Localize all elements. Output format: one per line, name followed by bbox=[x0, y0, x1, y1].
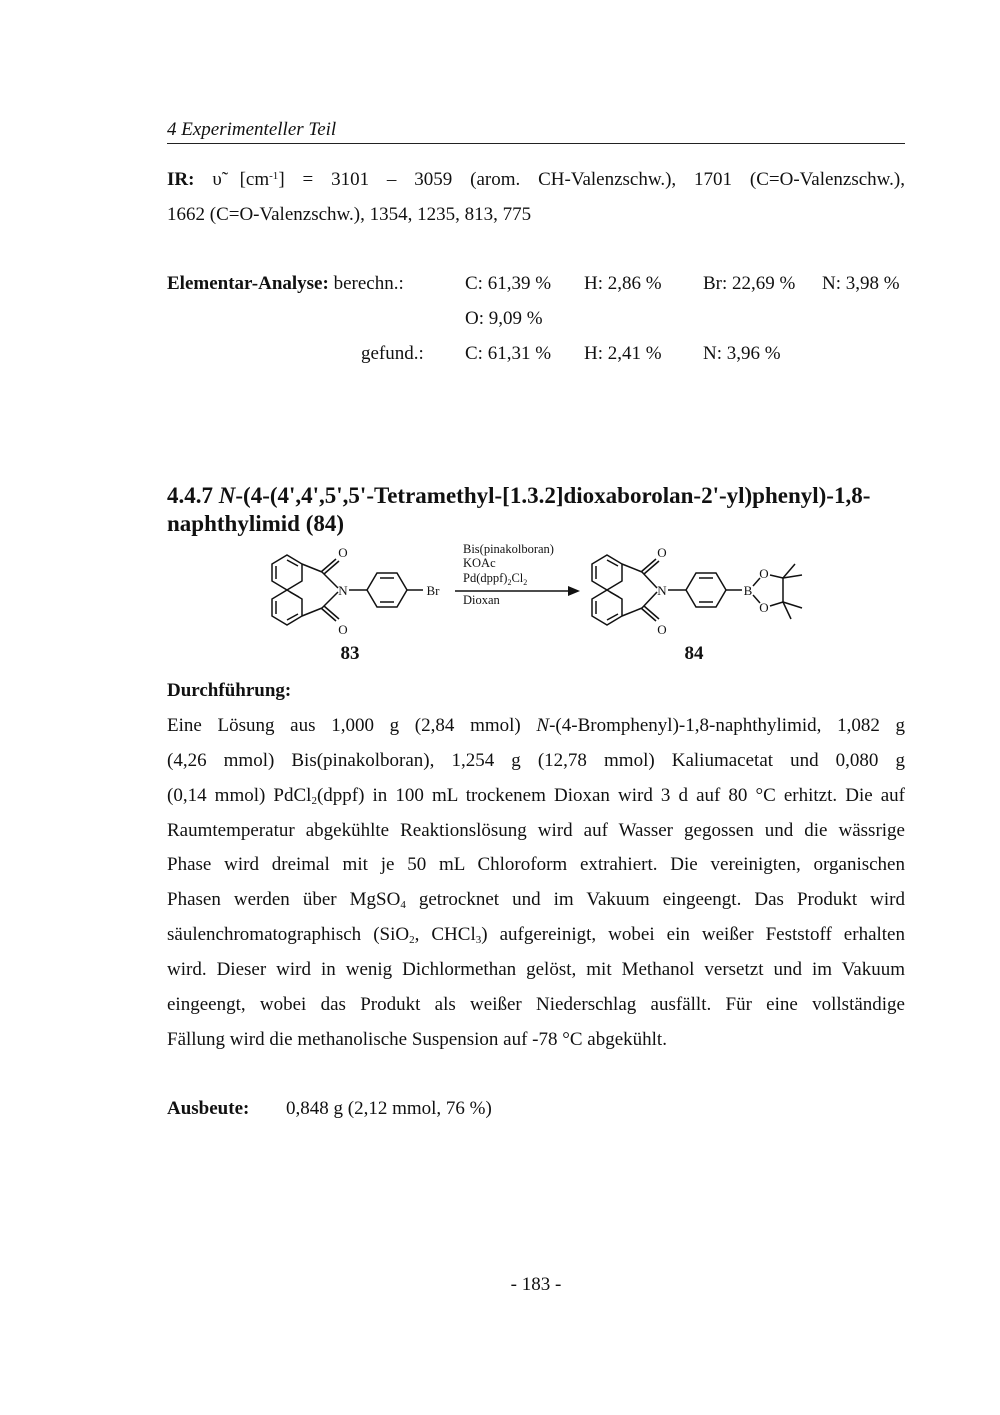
procedure-line-3: (0,14 mmol) PdCl$_2$(dppf) in 100 mL trockenem Dioxan wird 3 d auf 80 °C erhitzt. Die auf bbox=[167, 785, 906, 807]
ir-values-1: = 3101 – 3059 (arom. CH-Valenzschw.), 1701 (C=O-Valenzschw.), bbox=[302, 169, 905, 190]
found-h: H: 2,41 % bbox=[584, 343, 662, 364]
section-heading-line-1: 4.4.7 N-(4-(4',4',5',5'-Tetramethyl-[1.3.2]dioxaborolan-2'-yl)phenyl)-1,8- bbox=[167, 483, 871, 508]
found-n: N: 3,96 % bbox=[703, 343, 781, 364]
procedure-line-10: Fällung wird die methanolische Suspension auf -78 °C abgekühlt. bbox=[167, 1029, 667, 1050]
procedure-line-2: (4,26 mmol) Bis(pinakolboran), 1,254 g (12,78 mmol) Kaliumacetat und 0,080 g bbox=[167, 750, 905, 771]
found-c: C: 61,31 % bbox=[465, 343, 552, 364]
atom-br: Br bbox=[426, 583, 440, 598]
atom-n-84: N bbox=[657, 583, 667, 598]
yield-value: 0,848 g (2,12 mmol, 76 %) bbox=[286, 1098, 492, 1119]
atom-n-83: N bbox=[338, 583, 348, 598]
calc-h: H: 2,86 % bbox=[584, 273, 662, 294]
yield-label: Ausbeute: bbox=[167, 1098, 250, 1119]
calc-c: C: 61,39 % bbox=[465, 273, 552, 294]
calc-label: berechn.: bbox=[333, 273, 404, 294]
atom-o-bottom-83: O bbox=[338, 622, 348, 637]
compound-label-83: 83 bbox=[340, 643, 360, 664]
calc-o: O: 9,09 % bbox=[465, 308, 543, 329]
calc-n: N: 3,98 % bbox=[822, 273, 900, 294]
atom-o-lower-ring: O bbox=[759, 600, 769, 615]
found-label: gefund.: bbox=[361, 343, 424, 364]
compound-label-84: 84 bbox=[684, 643, 704, 664]
ir-line-2: 1662 (C=O-Valenzschw.), 1354, 1235, 813, 775 bbox=[167, 204, 532, 225]
calc-br: Br: 22,69 % bbox=[703, 273, 796, 294]
reagent-bispinacolborane: Bis(pinakolboran) bbox=[463, 542, 554, 556]
section-heading-line-2: naphthylimid (84) bbox=[167, 511, 345, 536]
reagent-catalyst: $Pd(dppf)_2Cl_2$ bbox=[463, 571, 528, 587]
running-header: 4 Experimenteller Teil bbox=[167, 119, 905, 144]
section-heading bbox=[167, 482, 907, 538]
procedure-line-5: Phase wird dreimal mit je 50 mL Chloroform extrahiert. Die vereinigten, organischen bbox=[167, 854, 905, 875]
reaction-scheme bbox=[250, 540, 830, 670]
arrow-head bbox=[568, 586, 580, 596]
reagent-solvent: Dioxan bbox=[463, 593, 500, 607]
procedure-line-8: wird. Dieser wird in wenig Dichlormethan gelöst, mit Methanol versetzt und im Vakuum bbox=[167, 959, 905, 980]
procedure-line-9: eingeengt, wobei das Produkt als weißer Niederschlag ausfällt. Für eine vollständige bbox=[167, 994, 905, 1015]
reagent-koac: KOAc bbox=[463, 556, 496, 570]
ir-unit: $[cm^{-1}]$ bbox=[239, 169, 285, 190]
procedure-line-1: Eine Lösung aus 1,000 g (2,84 mmol) N-(4-Bromphenyl)-1,8-naphthylimid, 1,082 g bbox=[167, 715, 906, 736]
atom-o-top-84: O bbox=[657, 545, 667, 560]
elemental-label: Elementar-Analyse: berechn.: bbox=[167, 273, 404, 294]
ir-line-1 bbox=[167, 163, 905, 198]
procedure-line-7: säulenchromatographisch (SiO$_2$, CHCl$_3$) aufgereinigt, wobei ein weißer Feststoff erhalten bbox=[167, 924, 905, 946]
procedure-line-4: Raumtemperatur abgekühlte Reaktionslösung wird auf Wasser gegossen und die wässrige bbox=[167, 820, 905, 841]
atom-o-bottom-84: O bbox=[657, 622, 667, 637]
atom-o-upper-ring: O bbox=[759, 566, 769, 581]
atom-o-top-83: O bbox=[338, 545, 348, 560]
ir-label: IR: bbox=[167, 169, 195, 190]
page-number: - 183 - bbox=[510, 1274, 562, 1295]
atom-b: B bbox=[743, 583, 753, 598]
procedure-line-6: Phasen werden über MgSO$_4$ getrocknet und im Vakuum eingeengt. Das Produkt wird bbox=[167, 889, 906, 911]
procedure-heading: Durchführung: bbox=[167, 680, 292, 701]
ir-wavenumber-symbol: υ̃ bbox=[212, 169, 222, 190]
